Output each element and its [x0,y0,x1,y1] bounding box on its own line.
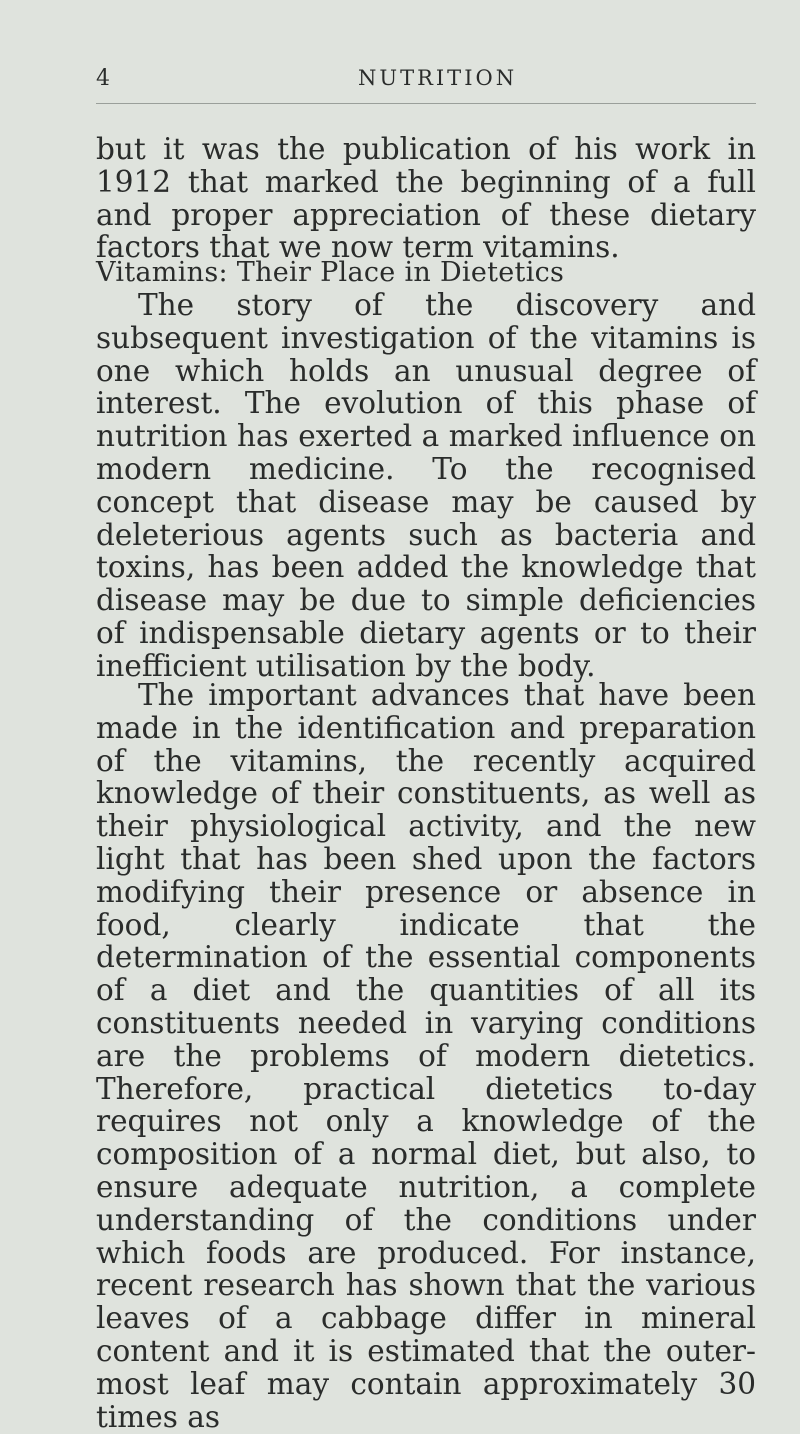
running-title: NUTRITION [358,66,518,90]
page-number: 4 [96,66,111,91]
section-heading: Vitamins: Their Place in Dietetics [96,257,565,288]
header-rule [96,103,756,104]
running-head [96,66,756,94]
body-paragraph-1: The story of the discovery and subsequent investigation of the vitamins is one which holds an unusual degree of interest. The evolution of this phase of nutrition has exerted a marked influence on modern medicine. To the recognised concept that disease may be caused by deleterious agents such as bacteria and toxins, has been added the knowledge that disease may be due to simple deficiencies of indispensable dietary agents or to their inefficient utilisation by the body. [96,288,756,683]
body-paragraph-2: The important advances that have been made in the identification and preparation of the vitamins, the recently acquired knowledge of their constituents, as well as their physiological activity, and the new light that has been shed upon the factors modifying their presence or absence in food, clearly indicate that the determination of the essential components of a diet and the quantities of all its constituents needed in varying conditions are the problems of modern dietetics. Therefore, practical dietetics to-day requires not only a knowledge of the composition of a normal diet, but also, to ensure adequate nutrition, a complete understanding of the conditions under which foods are produced. For instance, recent research has shown that the various leaves of a cabbage differ in mineral content and it is estimated that the outer-most leaf may contain approximately 30 times as [96,678,756,1434]
intro-paragraph: but it was the publication of his work in 1912 that marked the beginning of a full and proper appreciation of these dietary factors that we now term vitamins. [96,132,756,265]
